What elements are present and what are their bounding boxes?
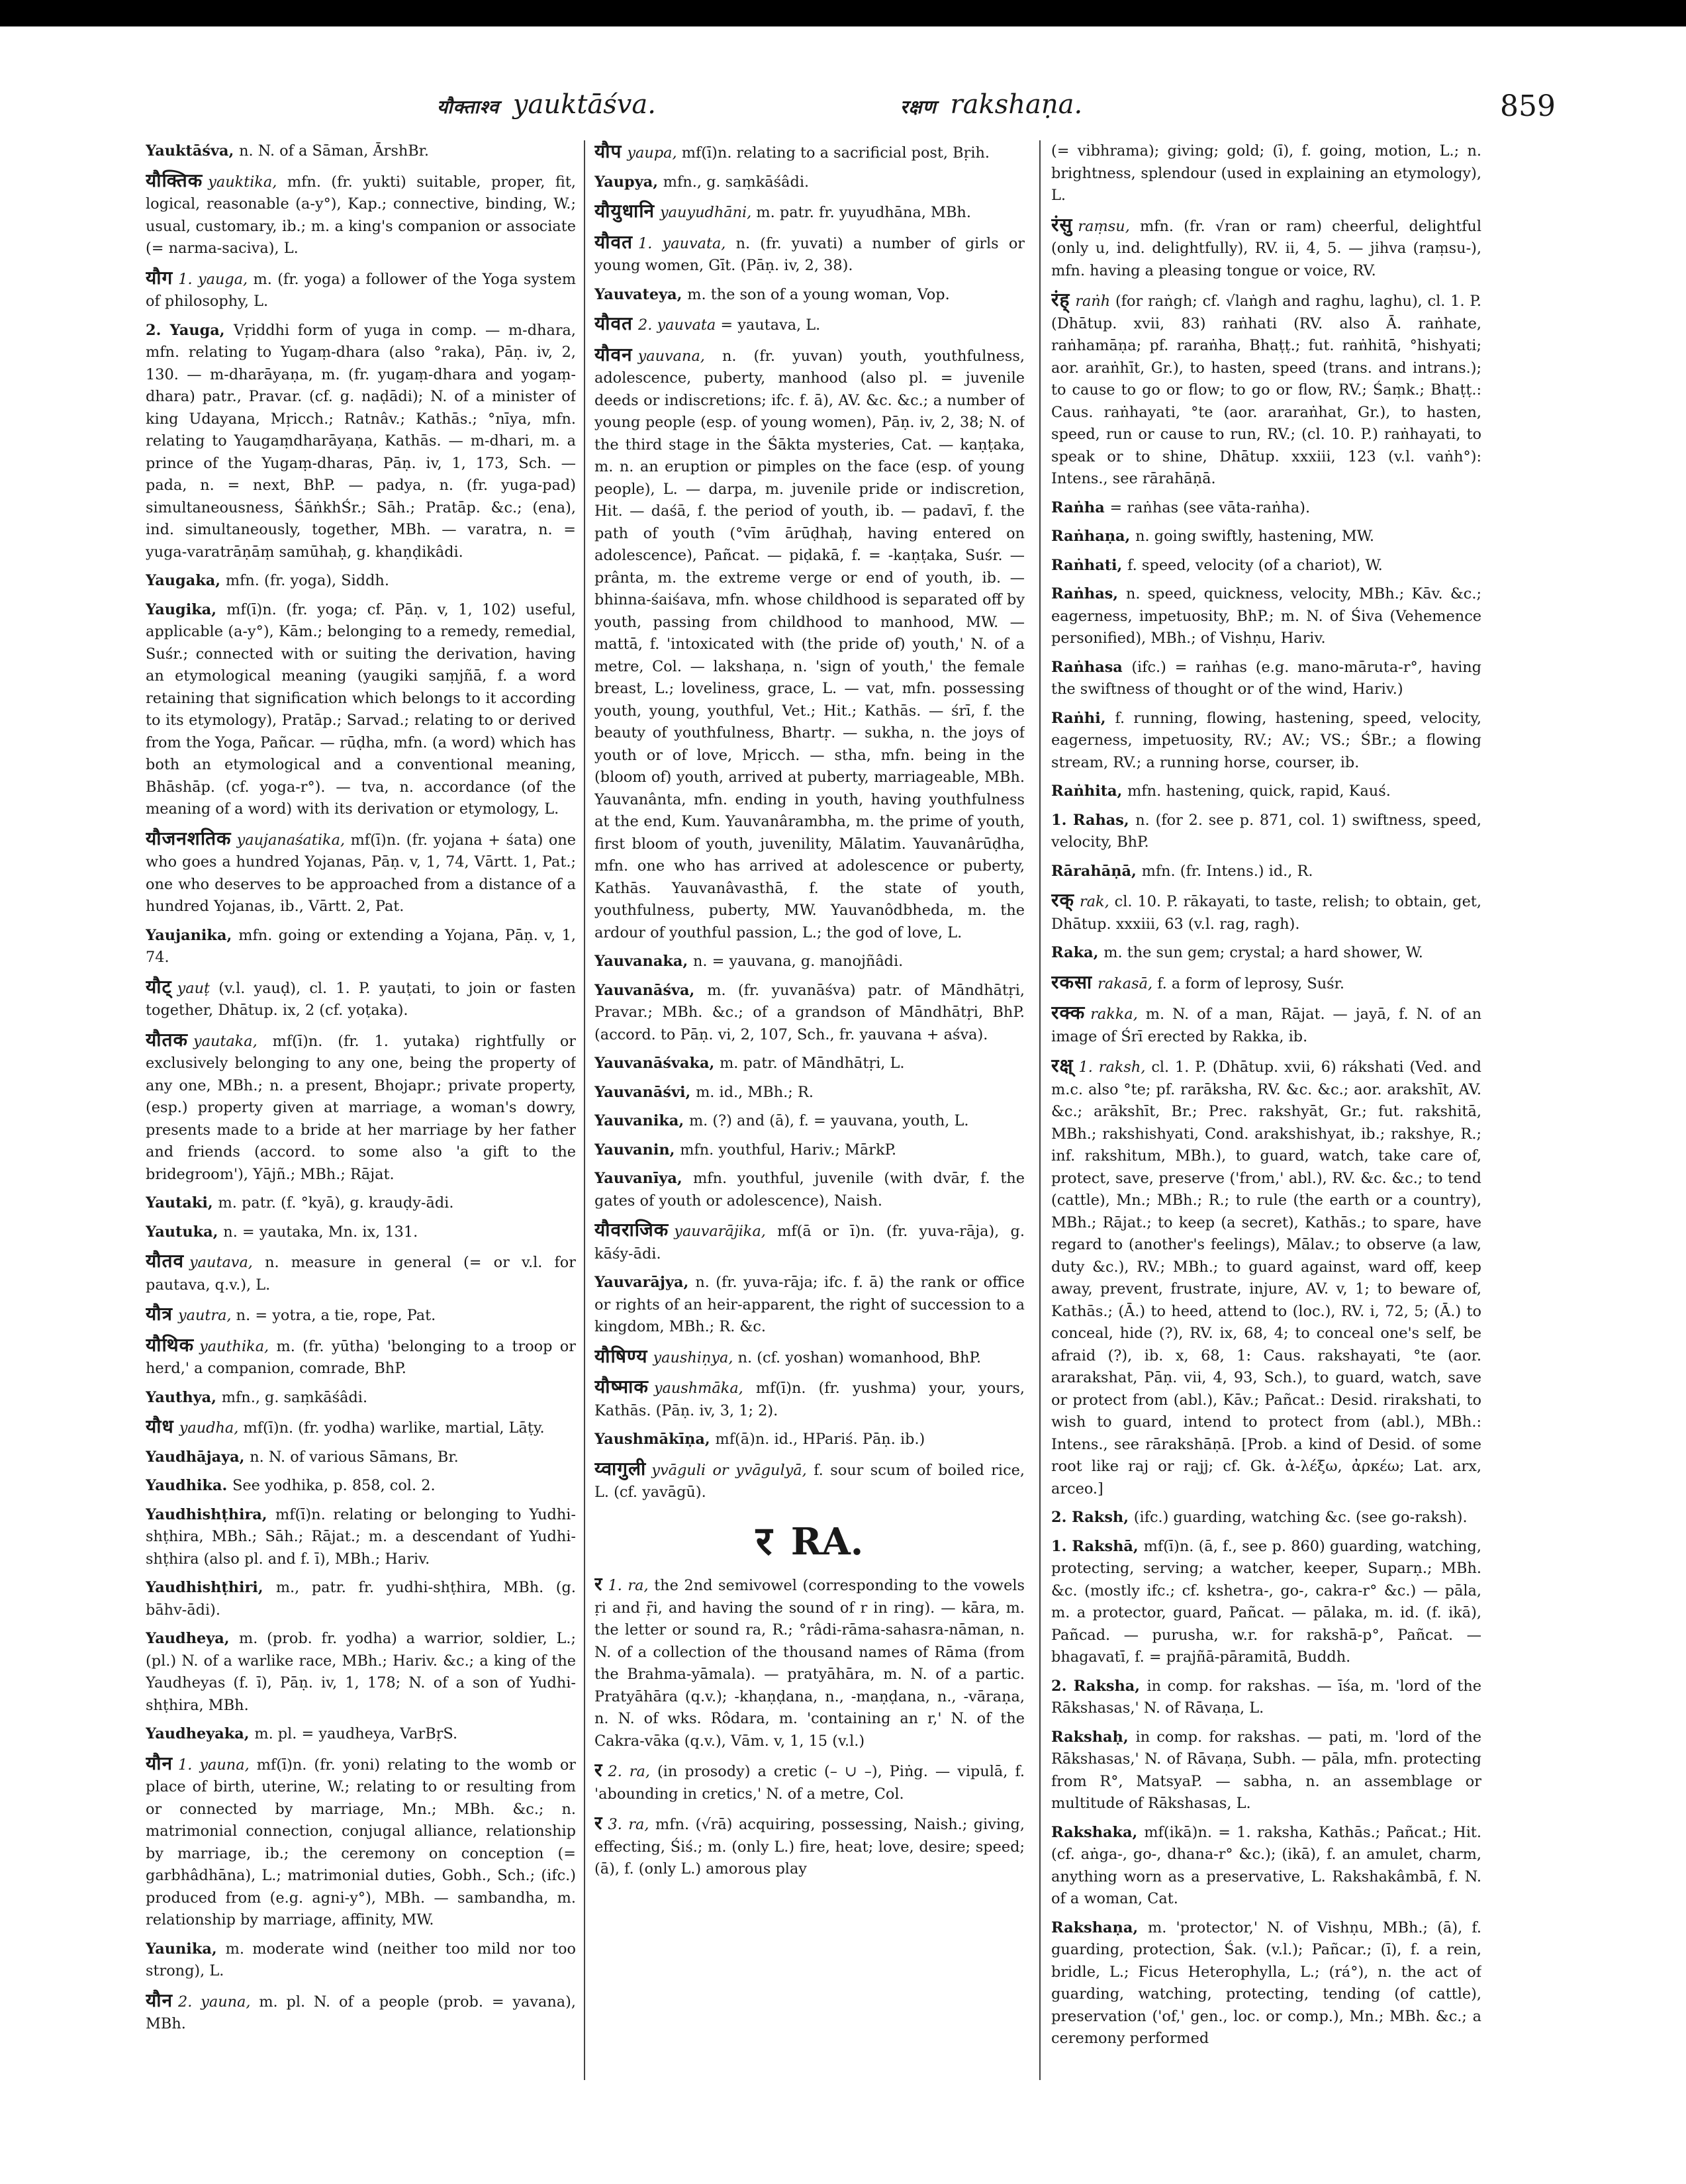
entry-devanagari: र [594, 1759, 603, 1781]
entry-definition: m. moderate wind (neither too mild nor too strong), L. [146, 1940, 576, 1979]
dictionary-entry [1051, 1507, 1481, 1529]
entry-definition: See yodhika, p. 858, col. 2. [232, 1477, 436, 1494]
dictionary-entry [1051, 526, 1481, 548]
entry-definition: (for raṅgh; cf. √laṅgh and raghu, laghu), cl. 1. P. (Dhātup. xvii, 83) raṅhati (RV. also Ā. raṅhate, raṅhamāṇa; pf. raraṅha, Bhaṭṭ.; fut. raṅhitā, °hishyati; aor. araṅhīt, Gr.), to hasten, speed (trans. and intrans.); to cause to go or flow; to go or flow, RV.; Śaṃk.; Bhaṭṭ.: Caus. raṅhayati, °te (aor. araraṅhat, Gr.), to hasten, speed, run or cause to run, RV.; (cl. 10. P.) raṅhayati, to speak or to shine, Dhātup. xxxiii, 123 (v.l. vaṅh°): Intens., see rārahāṇā. [1051, 293, 1481, 487]
entry-headword: Yaujanika, [146, 926, 239, 944]
entry-headword: Rakshaḥ, [1051, 1728, 1136, 1746]
entry-definition: the 2nd semivowel (corresponding to the vowels ṛi and ṝi, and having the sound of r in ring). — kāra, m. the letter or sound ra, R.; °râdi-rāma-sahasra-nāman, n. N. of a collection of the thousand names of Rāma (from the Brahma-yāmala). — pratyāhāra, m. N. of a partic. Pratyāhāra (q.v.); -khaṇḍana, n., -maṇḍana, n., -vāraṇa, n. N. of wks. Rôdara, m. 'containing an r,' N. of the Cakra-vāka (q.v.), Vām. v, 1, 15 (v.l.) [594, 1577, 1025, 1750]
dictionary-entry [146, 1577, 576, 1621]
entry-devanagari: रक्क [1051, 1002, 1086, 1023]
dictionary-entry [594, 1139, 1025, 1162]
entry-devanagari: यौवत [594, 312, 633, 334]
entry-devanagari: र [594, 1812, 603, 1834]
entry-headword: Raṅhi, [1051, 709, 1115, 727]
entry-headword: Yauvanāśvaka, [594, 1055, 720, 1072]
entry-definition: (ifc.) guarding, watching &c. (see go-raksh). [1133, 1509, 1468, 1526]
entry-headword: Yaupya, [594, 173, 663, 191]
entry-devanagari: यौयुधानि [594, 200, 655, 222]
dictionary-entry [146, 976, 576, 1022]
entry-definition: mf(ī)n. (fr. yoni) relating to the womb or place of birth, uterine, W.; relating to or resulting from or connected by marriage, Mn.; MBh. &c.; n. matrimonial connection, conjugal alliance, relationship by marriage, ib.; the ceremony on conception (= garbhâdhāna), L.; matrimonial duties, Gobh., Sch.; (ifc.) produced from (e.g. agni-y°), MBh. — sambandha, m. relationship by marriage, affinity, MW. [146, 1756, 576, 1928]
dictionary-entry [146, 1504, 576, 1571]
entry-definition: mfn. (fr. yoga), Siddh. [225, 572, 389, 589]
column-rule [584, 140, 585, 2080]
dictionary-entry [594, 140, 1025, 165]
entry-definition: in comp. for rakshas. — pati, m. 'lord of the Rākshasas,' N. of Rāvaṇa, Subh. — pāla, mfn. protecting from R°, MatsyaP. — sabha, n. an assemblage or multitude of Rākshasas, L. [1051, 1728, 1481, 1812]
entry-devanagari: यौजनशतिक [146, 827, 232, 849]
running-head-left-devanagari: यौक्ताश्व [437, 96, 500, 118]
entry-transliteration: yautava, [189, 1254, 265, 1271]
entry-definition: mfn., g. saṃkāśâdi. [221, 1388, 368, 1406]
entry-headword: 2. Raksh, [1051, 1509, 1134, 1526]
entry-headword: Yaudhishṭhira, [146, 1505, 275, 1523]
dictionary-entry [1051, 1536, 1481, 1669]
entry-definition: cl. 1. P. (Dhātup. xvii, 6) rákshati (Ved. and m.c. also °te; pf. rarāksha, RV. &c. &c.; aor. arakshīt, AV. &c.; arākshīt, Br.; Prec. rakshyāt, Gr.; fut. rakshitā, MBh.; rakshishyati, Cond. arakshishyat, ib.; rakshye, R.; inf. rakshitum, MBh.), to guard, watch, take care of, protect, save, preserve ('from,' abl.), RV. &c. &c.; to tend (cattle), Mn.; MBh.; R.; to rule (the earth or a country), MBh.; Rājat.; to keep (a secret), Kathās.; to spare, have regard to (another's feelings), Mālav.; to observe (a law, duty &c.), RV.; MBh.; to guard against, ward off, keep away, prevent, frustrate, injure, AV. v, 1; to beware of, Kathās.; (Ā.) to heed, attend to (loc.), RV. i, 72, 5; (Ā.) to conceal, hide (?), RV. ix, 68, 4; to conceal one's self, be afraid (?), ib. x, 68, 1: Caus. rakshayati, °te (aor. ararakshat, Pāṇ. vii, 4, 93, Sch.), to guard, watch, save or protect from (abl.), Kāv.; Pañcat.: Desid. rirakshati, to wish to guard, intend to protect from (abl.), MBh.: Intens., see rārakshāṇā. [Prob. a kind of Desid. of some root like raj or rajj; cf. Gk. ἀ-λέξω, ἀρκέω; Lat. arx, arceo.] [1051, 1059, 1481, 1497]
entry-definition: mf(ī)n. relating to a sacrificial post, Bṛih. [681, 144, 990, 162]
entry-headword: Yauvanika, [594, 1112, 689, 1129]
running-head-left-roman: yauktāśva. [512, 89, 656, 120]
entry-definition: mfn. (fr. Intens.) id., R. [1141, 862, 1313, 880]
entry-devanagari: रंसु [1051, 213, 1073, 236]
dictionary-entry [594, 1812, 1025, 1881]
entry-transliteration: yauvana, [637, 347, 722, 365]
entry-definition: n. = yauvana, g. manojñâdi. [692, 953, 904, 970]
entry-devanagari: रक्ष् [1051, 1055, 1074, 1076]
entry-devanagari: यौन [146, 1989, 173, 2011]
entry-headword: Raṅhasa [1051, 658, 1132, 676]
entry-definition: n. (fr. yuva-rāja; ifc. f. ā) the rank or office or rights of an heir-apparent, the right of succession to a kingdom, MBh.; R. &c. [594, 1274, 1025, 1335]
dictionary-entry [594, 1219, 1025, 1265]
section-heading-devanagari: र [755, 1517, 773, 1564]
entry-headword: Yautuka, [146, 1223, 224, 1241]
dictionary-entry [1051, 889, 1481, 935]
entry-definition: m. (fr. yūtha) 'belonging to a troop or herd,' a companion, comrade, BhP. [146, 1337, 576, 1377]
entry-headword: Yauktāśva, [146, 142, 240, 160]
entry-transliteration: 2. yauna, [178, 1993, 259, 2011]
entry-headword: Yauvanīya, [594, 1170, 694, 1187]
dictionary-entry [594, 1345, 1025, 1370]
entry-devanagari: यौट् [146, 975, 172, 998]
dictionary-entry [594, 1082, 1025, 1104]
entry-definition: m. patr. (f. °kyā), g. krauḍy-ādi. [218, 1194, 454, 1211]
dictionary-entry [146, 925, 576, 969]
entry-definition: mfn. (fr. yukti) suitable, proper, fit, logical, reasonable (a-y°), Kap.; connective, binding, W.; usual, customary, ib.; m. a king's companion or associate (= narma-saciva), L. [146, 173, 576, 257]
entry-transliteration: yautra, [177, 1307, 236, 1324]
entry-devanagari: यौतक [146, 1028, 188, 1051]
entry-headword: Rakshaka, [1051, 1823, 1145, 1841]
dictionary-entry [594, 231, 1025, 277]
entry-headword: Yauvateya, [594, 285, 688, 303]
entry-headword: Yauvanāśvi, [594, 1083, 696, 1101]
entry-headword: Yaugaka, [146, 572, 226, 589]
entry-devanagari: रक् [1051, 889, 1074, 911]
entry-devanagari: यौवन [594, 343, 633, 365]
entry-headword: Yauvanin, [594, 1141, 680, 1159]
dictionary-entry [594, 1458, 1025, 1504]
dictionary-entry [1051, 942, 1481, 965]
dictionary-entry [146, 1989, 576, 2036]
entry-headword: Raṅhaṇa, [1051, 528, 1136, 545]
dictionary-entry [146, 140, 576, 163]
entry-headword: Yaudhika. [146, 1477, 233, 1494]
entry-transliteration: 2. yauvata [638, 316, 721, 334]
dictionary-entry [146, 1303, 576, 1327]
entry-definition: f. sour scum of boiled rice, L. (cf. yavāgū). [594, 1461, 1025, 1501]
entry-transliteration: yaupa, [627, 144, 682, 162]
entry-transliteration: 1. yauvata, [638, 234, 736, 252]
entry-transliteration: 1. ra, [608, 1577, 655, 1594]
entry-definition: f. a form of leprosy, Suśr. [1157, 974, 1345, 992]
entry-devanagari: यौवराजिक [594, 1219, 669, 1241]
dictionary-entry [1051, 781, 1481, 803]
dictionary-entry [146, 1221, 576, 1244]
entry-definition: mf(ī)n. (fr. yodha) warlike, martial, Lāṭy. [243, 1419, 545, 1437]
entry-headword: Raṅha [1051, 499, 1110, 516]
dictionary-entry [1051, 214, 1481, 283]
entry-headword: Yauvarājya, [594, 1274, 696, 1291]
entry-definition: mfn. youthful, Hariv.; MārkP. [680, 1141, 897, 1159]
dictionary-entry [594, 1429, 1025, 1451]
running-head-left [437, 89, 656, 120]
entry-definition: (= vibhrama); giving; gold; (ī), f. going, motion, L.; n. brightness, splendour (used in explaining an etymology), L. [1051, 142, 1481, 204]
entry-transliteration: raṃsu, [1078, 217, 1140, 235]
entry-headword: Yaudheya, [146, 1630, 239, 1647]
entry-devanagari: रंह् [1051, 289, 1070, 310]
entry-devanagari: यौक्तिक [146, 169, 203, 191]
entry-definition: f. running, flowing, hastening, speed, velocity, eagerness, impetuosity, RV.; AV.; VS.; ŚBr.; a flowing stream, RV.; a running horse, courser, ib. [1051, 709, 1481, 771]
dictionary-entry [146, 1415, 576, 1440]
dictionary-entry [594, 1110, 1025, 1133]
entry-headword: Yaudheyaka, [146, 1725, 255, 1742]
entry-definition: m., patr. fr. yudhi-shṭhira, MBh. (g. bāhv-ādi). [146, 1579, 576, 1619]
dictionary-entry [146, 1387, 576, 1409]
dictionary-column-1 [146, 140, 576, 2126]
entry-definition: n. (fr. yuvati) a number of girls or young women, Gīt. (Pāṇ. iv, 2, 38). [594, 234, 1025, 274]
entry-transliteration: yauyudhāni, [660, 204, 757, 221]
entry-definition: f. speed, velocity (of a chariot), W. [1127, 556, 1383, 574]
entry-definition: = yautava, L. [720, 316, 821, 334]
dictionary-entry [146, 828, 576, 918]
entry-definition: = raṅhas (see vāta-raṅha). [1109, 499, 1311, 516]
running-head-center [900, 89, 1082, 120]
dictionary-entry [146, 320, 576, 564]
dictionary-entry [1051, 1727, 1481, 1815]
entry-definition: n. (for 2. see p. 871, col. 1) swiftness, speed, velocity, BhP. [1051, 811, 1481, 851]
entry-devanagari: यौन [146, 1752, 173, 1774]
scan-top-border [0, 0, 1686, 26]
entry-definition: cl. 10. P. rākayati, to taste, relish; to obtain, get, Dhātup. xxxiii, 63 (v.l. rag, ragh). [1051, 893, 1481, 933]
entry-devanagari: रकसा [1051, 971, 1093, 993]
entry-definition: n. N. of various Sāmans, Br. [250, 1448, 459, 1466]
entry-devanagari: यौत्र [146, 1303, 173, 1325]
dictionary-entry [146, 1029, 576, 1186]
dictionary-entry [146, 599, 576, 821]
entry-transliteration: 3. ra, [608, 1816, 656, 1833]
entry-definition: mfn. (fr. √ran or ram) cheerful, delightful (only u, ind. delightfully), RV. ii, 4, 5. — jihva (raṃsu-), mfn. having a pleasing tongue or voice, RV. [1051, 217, 1481, 279]
column-rule [1039, 140, 1041, 2080]
dictionary-entry [1051, 497, 1481, 520]
entry-headword: Rārahāṇā, [1051, 862, 1142, 880]
entry-transliteration: yautaka, [193, 1032, 273, 1050]
entry-transliteration: raṅh [1075, 293, 1116, 310]
dictionary-entry [1051, 1055, 1481, 1500]
entry-definition: n. = yotra, a tie, rope, Pat. [236, 1307, 436, 1324]
entry-transliteration: yauktika, [208, 173, 287, 191]
entry-definition: m. N. of a man, Rājat. — jayā, f. N. of an image of Śrī erected by Rakka, ib. [1051, 1006, 1481, 1045]
entry-transliteration: yaushiṇya, [653, 1349, 738, 1366]
entry-devanagari: यौग [146, 266, 173, 289]
entry-transliteration: yauthika, [199, 1337, 277, 1355]
dictionary-entry [1051, 289, 1481, 491]
entry-definition: m. (?) and (ā), f. = yauvana, youth, L. [688, 1112, 969, 1129]
entry-headword: 2. Raksha, [1051, 1677, 1147, 1695]
entry-devanagari: य्वागुली [594, 1457, 647, 1480]
dictionary-entry [594, 344, 1025, 945]
dictionary-entry [594, 1053, 1025, 1075]
entry-transliteration: yauṭ [177, 979, 219, 997]
entry-definition: m. pl. = yaudheya, VarBṛS. [254, 1725, 458, 1742]
entry-definition: m. id., MBh.; R. [696, 1083, 814, 1101]
entry-transliteration: yaudha, [179, 1419, 244, 1437]
dictionary-entry [594, 951, 1025, 973]
entry-definition: m. patr. fr. yuyudhāna, MBh. [756, 204, 971, 221]
dictionary-entry [594, 284, 1025, 307]
entry-headword: Yaugika, [146, 600, 227, 618]
entry-definition: m. the sun gem; crystal; a hard shower, W. [1103, 944, 1423, 961]
dictionary-entry [1051, 140, 1481, 207]
dictionary-entry [1051, 861, 1481, 883]
entry-definition: m. (fr. yuvanāśva) patr. of Māndhātṛi, Pravar.; MBh. &c.; of a grandson of Māndhātṛi, BhP. (accord. to Pāṇ. vi, 2, 107, Sch., fr. yauvana + aśva). [594, 981, 1025, 1043]
entry-definition: mfn. youthful, juvenile (with dvār, f. the gates of youth or adolescence), Naish. [594, 1170, 1025, 1210]
entry-transliteration: 1. yauna, [178, 1756, 257, 1774]
dictionary-entry [1051, 657, 1481, 701]
entry-definition: mf(ā)n. id., HPariś. Pāṇ. ib.) [715, 1431, 925, 1448]
entry-headword: Raṅhas, [1051, 585, 1126, 602]
entry-headword: Raka, [1051, 944, 1104, 961]
entry-transliteration: 2. ra, [608, 1763, 657, 1780]
entry-headword: Yaudhājaya, [146, 1448, 250, 1466]
entry-definition: m. (prob. fr. yodha) a warrior, soldier, L.; (pl.) N. of a warlike race, MBh.; Hariv. &c.; a king of the Yaudheyas (f. ī), Pāṇ. iv, 1, 178; N. of a son of Yudhi-shṭhira, MBh. [146, 1630, 576, 1714]
dictionary-entry [146, 1938, 576, 1983]
entry-headword: Yaushmākīṇa, [594, 1431, 716, 1448]
page-number: 859 [1500, 89, 1556, 123]
entry-definition: mf(ī)n. (ā, f., see p. 860) guarding, watching, protecting, serving; a watcher, keeper, Suparṇ.; MBh. &c. (mostly ifc.; cf. kshetra-, go-, cakra-r° &c.) — pāla, m. a protector, guard, Pañcat. — pālaka, m. id. (f. ikā), Pañcad. — purusha, w.r. for rakshā-p°, Pañcat. — bhagavatī, f. = prajñā-pāramitā, Buddh. [1051, 1537, 1481, 1666]
dictionary-entry [146, 169, 576, 260]
entry-definition: n. going swiftly, hastening, MW. [1135, 528, 1374, 545]
dictionary-entry [594, 312, 1025, 337]
entry-definition: Vṛiddhi form of yuga in comp. — m-dhara, mfn. relating to Yugaṃ-dhara (also °raka), Pāṇ. iv, 2, 130. — m-dharāyaṇa, m. (fr. yugaṃ-dhara and yogaṃ-dhara) patr., Pravar. (cf. g. naḍādi); N. of a minister of king Udayana, Mṛicch.; Ratnâv.; Kathās.; °nīya, mfn. relating to Yaugaṃdharāyaṇa, Kathās. — m-dhari, m. a prince of the Yugaṃ-dharas, Pāṇ. iv, 1, 173, Sch. — pada, n. = next, BhP. — padya, n. (fr. yuga-pad) simultaneousness, ŚāṅkhŚr.; Sāh.; Pratāp. &c.; (ena), ind. simultaneously, together, MBh. — varatra, n. = yuga-varatrāṇāṃ samūhaḥ, g. khaṇḍikâdi. [146, 321, 576, 561]
dictionary-entry [1051, 810, 1481, 854]
entry-definition: n. = yautaka, Mn. ix, 131. [223, 1223, 418, 1241]
section-heading-label: RA. [778, 1519, 864, 1564]
entry-devanagari: र [594, 1573, 603, 1595]
dictionary-entry [594, 1573, 1025, 1752]
dictionary-entry [146, 1447, 576, 1469]
entry-definition: (v.l. yauḍ), cl. 1. P. yauṭati, to join or fasten together, Dhātup. ix, 2 (cf. yoṭaka). [146, 979, 576, 1019]
entry-definition: mfn. going or extending a Yojana, Pāṇ. v, 1, 74. [146, 926, 576, 966]
running-head-center-devanagari: रक्षण [900, 96, 937, 118]
entry-definition: mf(ī)n. (fr. yojana + śata) one who goes a hundred Yojanas, Pāṇ. v, 1, 74, Vārtt. 1, Pat.; one who deserves to be approached from a distance of a hundred Yojanas, ib., Vārtt. 2, Pat. [146, 831, 576, 915]
entry-definition: (in prosody) a cretic (– ∪ –), Piṅg. — vipulā, f. 'abounding in cretics,' N. of a metre, Col. [594, 1763, 1025, 1803]
entry-transliteration: yaujanaśatika, [236, 831, 351, 849]
dictionary-entry [146, 570, 576, 593]
entry-transliteration: yvāguli or yvāgulyā, [651, 1461, 814, 1479]
dictionary-entry [146, 1250, 576, 1296]
entry-definition: n. speed, quickness, velocity, MBh.; Kāv. &c.; eagerness, impetuosity, BhP.; m. N. of Śiva (Vehemence personified), MBh.; of Vishṇu, Hariv. [1051, 585, 1481, 647]
dictionary-entry [1051, 1676, 1481, 1720]
entry-headword: Yautaki, [146, 1194, 218, 1211]
dictionary-entry [1051, 583, 1481, 650]
dictionary-entry [146, 1475, 576, 1497]
entry-transliteration: rak, [1079, 893, 1115, 910]
entry-definition: mf(ī)n. (fr. yoga; cf. Pāṇ. v, 1, 102) useful, applicable (a-y°), Kām.; belonging to a remedy, remedial, Suśr.; connected with or suiting the derivation, having an etymological meaning (yaugiki saṃjñā, f. a word retaining that signification which belongs to it according to its etymology), Pratāp.; Sarvad.; relating to or derived from the Yoga, Pañcar. — rūḍha, mfn. (a word) which has both an etymological and a conventional meaning, Bhāshāp. (cf. yoga-r°). — tva, n. accordance (of the meaning of a word) with its derivation or etymology, L. [146, 600, 576, 818]
entry-definition: n. N. of a Sāman, ĀrshBr. [239, 142, 430, 160]
entry-headword: 2. Yauga, [146, 321, 234, 339]
entry-definition: (ifc.) = raṅhas (e.g. mano-māruta-r°, having the swiftness of thought or of the wind, Hariv.) [1051, 658, 1481, 698]
dictionary-entry [594, 980, 1025, 1047]
entry-devanagari: यौप [594, 140, 622, 162]
entry-definition: n. measure in general (= or v.l. for pautava, q.v.), L. [146, 1254, 576, 1294]
dictionary-entry [1051, 708, 1481, 775]
entry-definition: mf(ā or ī)n. (fr. yuva-rāja), g. kāśy-ādi. [594, 1223, 1025, 1262]
entry-devanagari: यौध [146, 1415, 174, 1437]
page-header [132, 89, 1556, 136]
dictionary-entry [594, 1376, 1025, 1422]
entry-headword: Rakshaṇa, [1051, 1919, 1148, 1936]
entry-transliteration: 1. raksh, [1078, 1059, 1152, 1076]
entry-definition: n. (fr. yuvan) youth, youthfulness, adolescence, puberty, manhood (also pl. = juvenile deeds or indiscretions; ifc. f. ā), AV. &c. &c.; a number of young people (esp. of young women), Pāṇ. iv, 2, 38; N. of the third stage in the Śākta mysteries, Cat. — kaṇṭaka, m. n. an eruption or pimples on the face (esp. of young people), L. — darpa, m. juvenile pride or indiscretion, Hit. — daśā, f. the period of youth, ib. — padavī, f. the path of youth (°vīm ārūḍhaḥ, having entered on adolescence), Pañcat. — piḍakā, f. = -kaṇṭaka, Suśr. — prânta, m. the extreme verge or end of youth, ib. — bhinna-śaiśava, mfn. whose childhood is separated off by youth, passing from childhood to manhood, MW. — mattā, f. 'intoxicated with (the pride of) youth,' N. of a metre, Col. — lakshaṇa, n. 'sign of youth,' the female breast, L.; loveliness, grace, L. — vat, mfn. possessing youth, young, youthful, Vet.; Hit.; Kathās. — śrī, f. the beauty of youthfulness, Bhartṛ. — sukha, n. the joys of youth or of love, Mṛicch. — stha, mfn. being in the (bloom of) youth, arrived at puberty, marriageable, MBh. Yauvanânta, mfn. ending in youth, having youthfulness at the end, Kum. Yauvanârambha, m. the prime of youth, first bloom of youth, juvenility, Mālatim. Yauvanârūḍha, mfn. one who has arrived at adolescence or puberty, Kathās. Yauvanâvasthā, f. the state of youth, youthfulness, puberty, MW. Yauvanôdbheda, m. the ardour of youthful passion, L.; the god of love, L. [594, 347, 1025, 941]
section-heading-ra [594, 1517, 1025, 1564]
dictionary-entry [1051, 555, 1481, 577]
dictionary-entry [146, 1723, 576, 1746]
entry-transliteration: rakasā, [1098, 974, 1158, 992]
entry-definition: mf(ī)n. (fr. 1. yutaka) rightfully or exclusively belonging to any one, being the property of any one, MBh.; n. a present, Bhojapr.; private property, (esp.) property given at marriage, a woman's dowry, presents made to a bride at her marriage by her father and friends (accord. to some also 'a gift to the bridegroom'), Yājñ.; MBh.; Rājat. [146, 1032, 576, 1183]
entry-transliteration: rakka, [1090, 1006, 1146, 1023]
entry-definition: mfn. hastening, quick, rapid, Kauś. [1127, 783, 1391, 800]
dictionary-column-2 [594, 140, 1025, 2126]
dictionary-entry [594, 1759, 1025, 1805]
entry-headword: Yauthya, [146, 1388, 222, 1406]
entry-headword: 1. Rahas, [1051, 811, 1136, 829]
dictionary-entry [1051, 971, 1481, 996]
entry-definition: mf(ikā)n. = 1. raksha, Kathās.; Pañcat.; Hit. (cf. aṅga-, go-, dhana-r° &c.); (ikā), f. an amulet, charm, anything worn as a preservative, L. Rakshakâmbā, f. N. of a woman, Cat. [1051, 1823, 1481, 1907]
entry-definition: m. (fr. yoga) a follower of the Yoga system of philosophy, L. [146, 270, 576, 310]
entry-headword: Yaudhishṭhiri, [146, 1579, 276, 1596]
running-head-center-roman: rakshaṇa. [950, 89, 1083, 120]
dictionary-entry [146, 1752, 576, 1932]
entry-devanagari: यौवत [594, 230, 633, 253]
dictionary-column-3 [1051, 140, 1481, 2126]
entry-definition: m. patr. of Māndhātṛi, L. [720, 1055, 905, 1072]
dictionary-entry [146, 1192, 576, 1215]
dictionary-entry [594, 1168, 1025, 1212]
dictionary-entry [146, 1334, 576, 1380]
entry-headword: 1. Rakshā, [1051, 1537, 1144, 1555]
dictionary-entry [594, 200, 1025, 224]
entry-devanagari: यौष्माक [594, 1376, 649, 1398]
entry-transliteration: yauvarājika, [674, 1223, 778, 1240]
dictionary-entry [146, 1628, 576, 1717]
entry-definition: mfn. (√rā) acquiring, possessing, Naish.; giving, effecting, Śiś.; m. (only L.) fire, heat; love, desire; speed; (ā), f. (only L.) amorous play [594, 1816, 1025, 1877]
dictionary-entry [1051, 1002, 1481, 1048]
entry-headword: Raṅhita, [1051, 783, 1128, 800]
entry-definition: m. the son of a young woman, Vop. [687, 285, 950, 303]
entry-definition: m. pl. N. of a people (prob. = yavana), MBh. [146, 1993, 576, 2032]
entry-definition: mfn., g. saṃkāśâdi. [663, 173, 810, 191]
entry-definition: mf(ī)n. relating or belonging to Yudhi-shṭhira, MBh.; Sāh.; Rājat.; m. a descendant of Yudhi-shṭhira (also pl. and f. ī), MBh.; Hariv. [146, 1505, 576, 1568]
dictionary-entry [1051, 1917, 1481, 2050]
entry-devanagari: यौतव [146, 1250, 185, 1272]
entry-headword: Yaunika, [146, 1940, 226, 1958]
entry-definition: n. (cf. yoshan) womanhood, BhP. [737, 1349, 982, 1366]
entry-headword: Yauvanaka, [594, 953, 693, 970]
dictionary-entry [594, 1272, 1025, 1339]
dictionary-entry [594, 171, 1025, 194]
entry-devanagari: यौषिण्य [594, 1345, 648, 1367]
entry-transliteration: yaushmāka, [653, 1380, 756, 1397]
entry-headword: Raṅhati, [1051, 556, 1128, 574]
entry-definition: in comp. for rakshas. — īśa, m. 'lord of the Rākshasas,' N. of Rāvaṇa, L. [1051, 1677, 1481, 1717]
dictionary-entry [146, 267, 576, 313]
entry-definition: mf(ī)n. (fr. yushma) your, yours, Kathās. (Pāṇ. iv, 3, 1; 2). [594, 1380, 1025, 1419]
entry-transliteration: 1. yauga, [178, 270, 254, 288]
dictionary-entry [1051, 1822, 1481, 1911]
entry-headword: Yauvanāśva, [594, 981, 708, 999]
entry-definition: m. 'protector,' N. of Vishṇu, MBh.; (ā), f. guarding, protection, Śak. (v.l.); Pañcar.; (ī), f. a rein, bridle, L.; Ficus Heterophylla, L.; (rá°), n. the act of guarding, watching, protecting, tending (of cattle), preservation ('of,' gen., loc. or comp.), Mn.; MBh. &c.; a ceremony performed [1051, 1919, 1481, 2047]
entry-devanagari: यौथिक [146, 1333, 195, 1356]
